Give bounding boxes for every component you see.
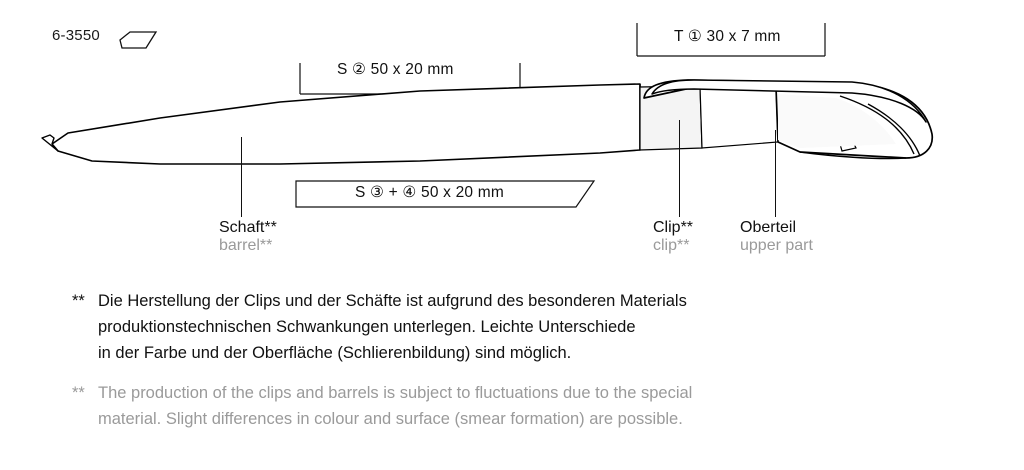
- article-code: 6-3550: [52, 27, 100, 44]
- part-label-clip-de: Clip**: [653, 219, 694, 236]
- part-label-clip-en: clip**: [653, 237, 690, 254]
- part-label-upper-part-en: upper part: [740, 237, 813, 254]
- footnote-de-line-3: in der Farbe und der Oberfläche (Schlierenbildung) sind möglich.: [98, 344, 572, 362]
- footnote-en-line-2: material. Slight differences in colour and surface (smear formation) are possible.: [98, 410, 683, 428]
- part-label-barrel: [219, 219, 277, 255]
- part-label-clip: [653, 219, 693, 255]
- dimension-label-s34: S ③ + ④ 50 x 20 mm: [350, 183, 509, 202]
- footnote-en-line-1: The production of the clips and barrels is subject to fluctuations due to the special: [98, 384, 693, 402]
- footnote-de-marker: **: [72, 292, 85, 310]
- footnote-en: [72, 380, 692, 432]
- footnote-de: [72, 288, 687, 366]
- part-label-barrel-en: barrel**: [219, 237, 273, 254]
- dimension-label-s2: S ② 50 x 20 mm: [331, 60, 460, 79]
- footnote-en-marker: **: [72, 384, 85, 402]
- dimension-label-t1: T ① 30 x 7 mm: [668, 27, 787, 46]
- part-label-barrel-de: Schaft**: [219, 219, 277, 236]
- pen-illustration: [40, 78, 940, 188]
- leader-line-clip: [679, 120, 680, 217]
- part-label-upper-part-de: Oberteil: [740, 219, 797, 236]
- part-label-upper-part: [740, 219, 813, 255]
- leader-line-barrel: [241, 137, 242, 217]
- leader-line-upper-part: [775, 130, 776, 217]
- diamond-outline-icon: [118, 29, 158, 51]
- footnote-de-line-2: produktionstechnischen Schwankungen unterlegen. Leichte Unterschiede: [98, 318, 636, 336]
- footnote-de-line-1: Die Herstellung der Clips und der Schäfte ist aufgrund des besonderen Materials: [98, 292, 687, 310]
